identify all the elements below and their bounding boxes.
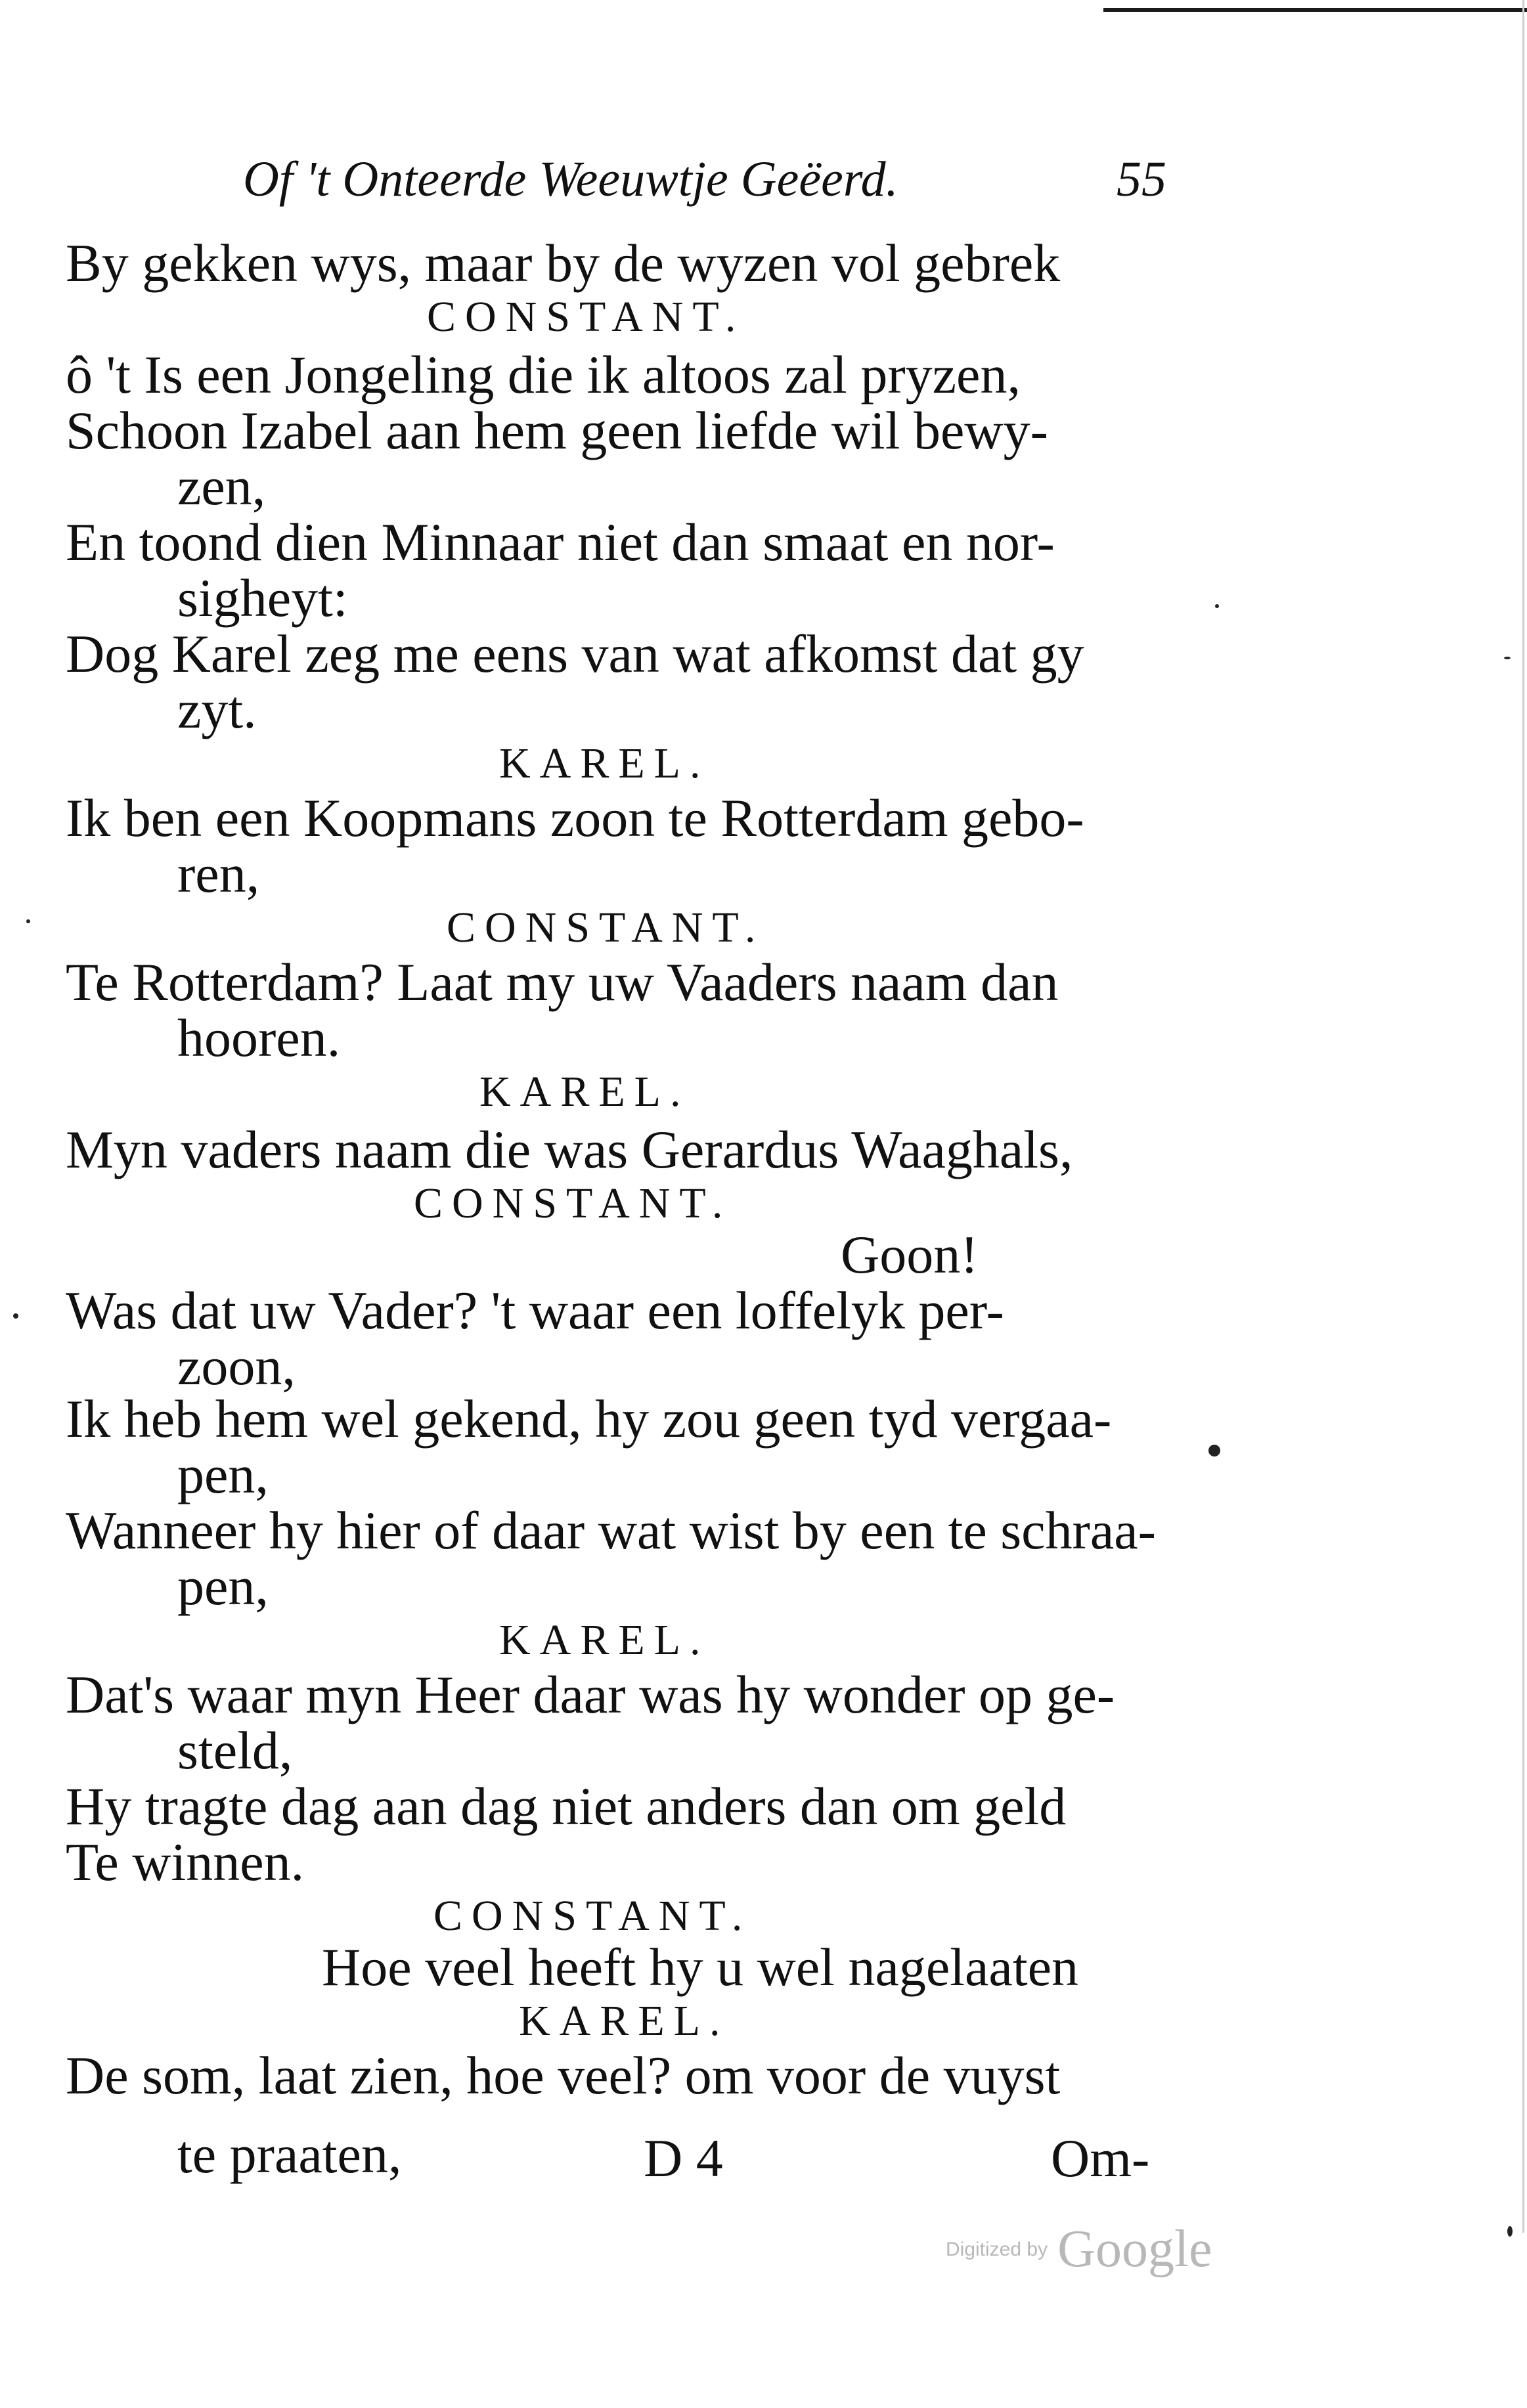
verse-line: Hy tragte dag aan dag niet anders dan om geld [66, 1776, 1067, 1836]
verse-line: pen, [177, 1445, 269, 1504]
watermark-brand: Google [1057, 2220, 1212, 2278]
verse-line: steld, [177, 1720, 293, 1780]
verse-line: Myn vaders naam die was Gerardus Waaghals, [66, 1120, 1073, 1179]
verse-line: Schoon Izabel aan hem geen liefde wil bewy- [66, 401, 1048, 460]
verse-line: Was dat uw Vader? 't waar een loffelyk per- [66, 1281, 1004, 1340]
speaker-heading: KAREL. [499, 739, 710, 787]
speaker-heading: KAREL. [499, 1616, 710, 1664]
verse-line: zoon, [177, 1336, 296, 1396]
signature-mark: D 4 [644, 2128, 723, 2188]
verse-line: pen, [177, 1556, 269, 1616]
verse-line: zyt. [177, 680, 257, 739]
catchword: Om- [1051, 2128, 1150, 2188]
ink-speck [1507, 2226, 1513, 2237]
ink-speck [26, 919, 30, 923]
verse-line: Ik ben een Koopmans zoon te Rotterdam gebo- [66, 788, 1084, 848]
verse-line: Ik heb hem wel gekend, hy zou geen tyd vergaa- [66, 1389, 1112, 1449]
verse-line: Dat's waar myn Heer daar was hy wonder op ge- [66, 1665, 1115, 1724]
speaker-heading: CONSTANT. [414, 1179, 732, 1227]
ink-speck [13, 1313, 18, 1319]
verse-line: hooren. [177, 1008, 341, 1068]
ink-speck [1208, 1445, 1220, 1456]
speaker-heading: CONSTANT. [447, 904, 765, 952]
top-border-rule [1103, 8, 1527, 12]
watermark-label: Digitized by [946, 2238, 1048, 2260]
speaker-heading: CONSTANT. [427, 293, 745, 341]
verse-line: Dog Karel zeg me eens van wat afkomst dat gy [66, 624, 1084, 684]
verse-line: Te Rotterdam? Laat my uw Vaaders naam dan [66, 952, 1059, 1012]
verse-line: Te winnen. [66, 1832, 305, 1892]
verse-line: te praaten, [177, 2124, 402, 2184]
speaker-heading: KAREL. [519, 1997, 730, 2045]
running-head: Of 't Onteerde Weeuwtje Geëerd. [243, 152, 898, 207]
verse-line: By gekken wys, maar by de wyzen vol gebrek [66, 233, 1061, 293]
verse-line: Wanneer hy hier of daar wat wist by een te schraa- [66, 1500, 1156, 1560]
ink-speck [1215, 604, 1219, 608]
verse-line: zen, [177, 456, 266, 516]
verse-line: Goon! [841, 1225, 979, 1284]
page-edge [1522, 0, 1524, 2233]
speaker-heading: CONSTANT. [433, 1892, 752, 1940]
ink-speck [1504, 657, 1511, 659]
page-number: 55 [1117, 152, 1166, 207]
verse-line: ren, [177, 844, 260, 904]
speaker-heading: KAREL. [479, 1068, 690, 1116]
verse-line: sigheyt: [177, 568, 348, 628]
verse-line: De som, laat zien, hoe veel? om voor de vuyst [66, 2046, 1061, 2105]
verse-line: Hoe veel heeft hy u wel nagelaaten [322, 1937, 1079, 1997]
digitization-watermark [946, 2220, 1212, 2279]
verse-line: En toond dien Minnaar niet dan smaat en nor- [66, 512, 1055, 572]
verse-line: ô 't Is een Jongeling die ik altoos zal pryzen, [66, 345, 1021, 405]
